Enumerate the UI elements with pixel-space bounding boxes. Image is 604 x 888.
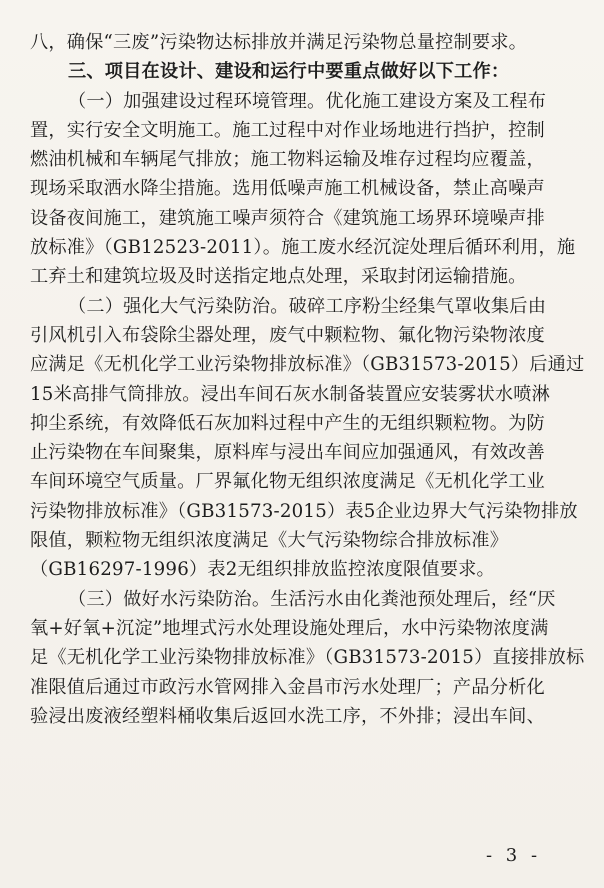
paragraph-1-line: 置，实行安全文明施工。施工过程中对作业场地进行挡护，控制 [30,119,545,141]
paragraph-1-line: 设备夜间施工，建筑施工噪声须符合《建筑施工场界环境噪声排 [30,207,545,229]
paragraph-2-line: 抑尘系统，有效降低石灰加料过程中产生的无组织颗粒物。为防 [30,412,545,434]
paragraph-2-line: （二）强化大气污染防治。破碎工序粉尘经集气罩收集后由 [68,295,547,317]
paragraph-3-line: 准限值后通过市政污水管网排入金昌市污水处理厂；产品分析化 [30,676,545,698]
paragraph-2-line: 车间环境空气质量。厂界氟化物无组织浓度满足《无机化学工业 [30,471,545,493]
paragraph-3-line: （三）做好水污染防治。生活污水由化粪池预处理后，经“厌 [68,588,556,610]
paragraph-1-line: 燃油机械和车辆尾气排放；施工物料运输及堆存过程均应覆盖， [30,149,545,171]
page-number: - 3 - [486,845,542,866]
paragraph-1-line: 现场采取洒水降尘措施。选用低噪声施工机械设备，禁止高噪声 [30,178,545,200]
paragraph-2-line: 应满足《无机化学工业污染物排放标准》（GB31573-2015）后通过 [30,354,585,376]
text-line: 八，确保“三废”污染物达标排放并满足污染物总量控制要求。 [30,32,528,53]
paragraph-1-line: （一）加强建设过程环境管理。优化施工建设方案及工程布 [68,90,547,112]
document-body [30,28,584,731]
paragraph-2-line: 引风机引入布袋除尘器处理，废气中颗粒物、氟化物污染物浓度 [30,324,545,346]
paragraph-2-line: 15米高排气筒排放。浸出车间石灰水制备装置应安装雾状水喷淋 [30,383,551,405]
paragraph-3-line: 氧+好氧+沉淀”地埋式污水处理设施处理后，水中污染物浓度满 [30,617,549,639]
paragraph-3-line: 足《无机化学工业污染物排放标准》（GB31573-2015）直接排放标 [30,647,585,669]
paragraph-1-line: 放标准》（GB12523-2011）。施工废水经沉淀处理后循环利用，施 [30,237,576,259]
paragraph-2-line: 限值，颗粒物无组织浓度满足《大气污染物综合排放标准》 [30,530,509,552]
paragraph-2-line: （GB16297-1996）表2无组织排放监控浓度限值要求。 [30,559,495,581]
paragraph-2-line: 止污染物在车间聚集，原料库与浸出车间应加强通风，有效改善 [30,442,545,464]
section-heading: 三、项目在设计、建设和运行中要重点做好以下工作： [68,61,510,83]
paragraph-2-line: 污染物排放标准》（GB31573-2015）表5企业边界大气污染物排放 [30,500,578,522]
paragraph-1-line: 工弃土和建筑垃圾及时送指定地点处理，采取封闭运输措施。 [30,266,527,288]
paragraph-3-line: 验浸出废液经塑料桶收集后返回水洗工序，不外排；浸出车间、 [30,705,545,727]
